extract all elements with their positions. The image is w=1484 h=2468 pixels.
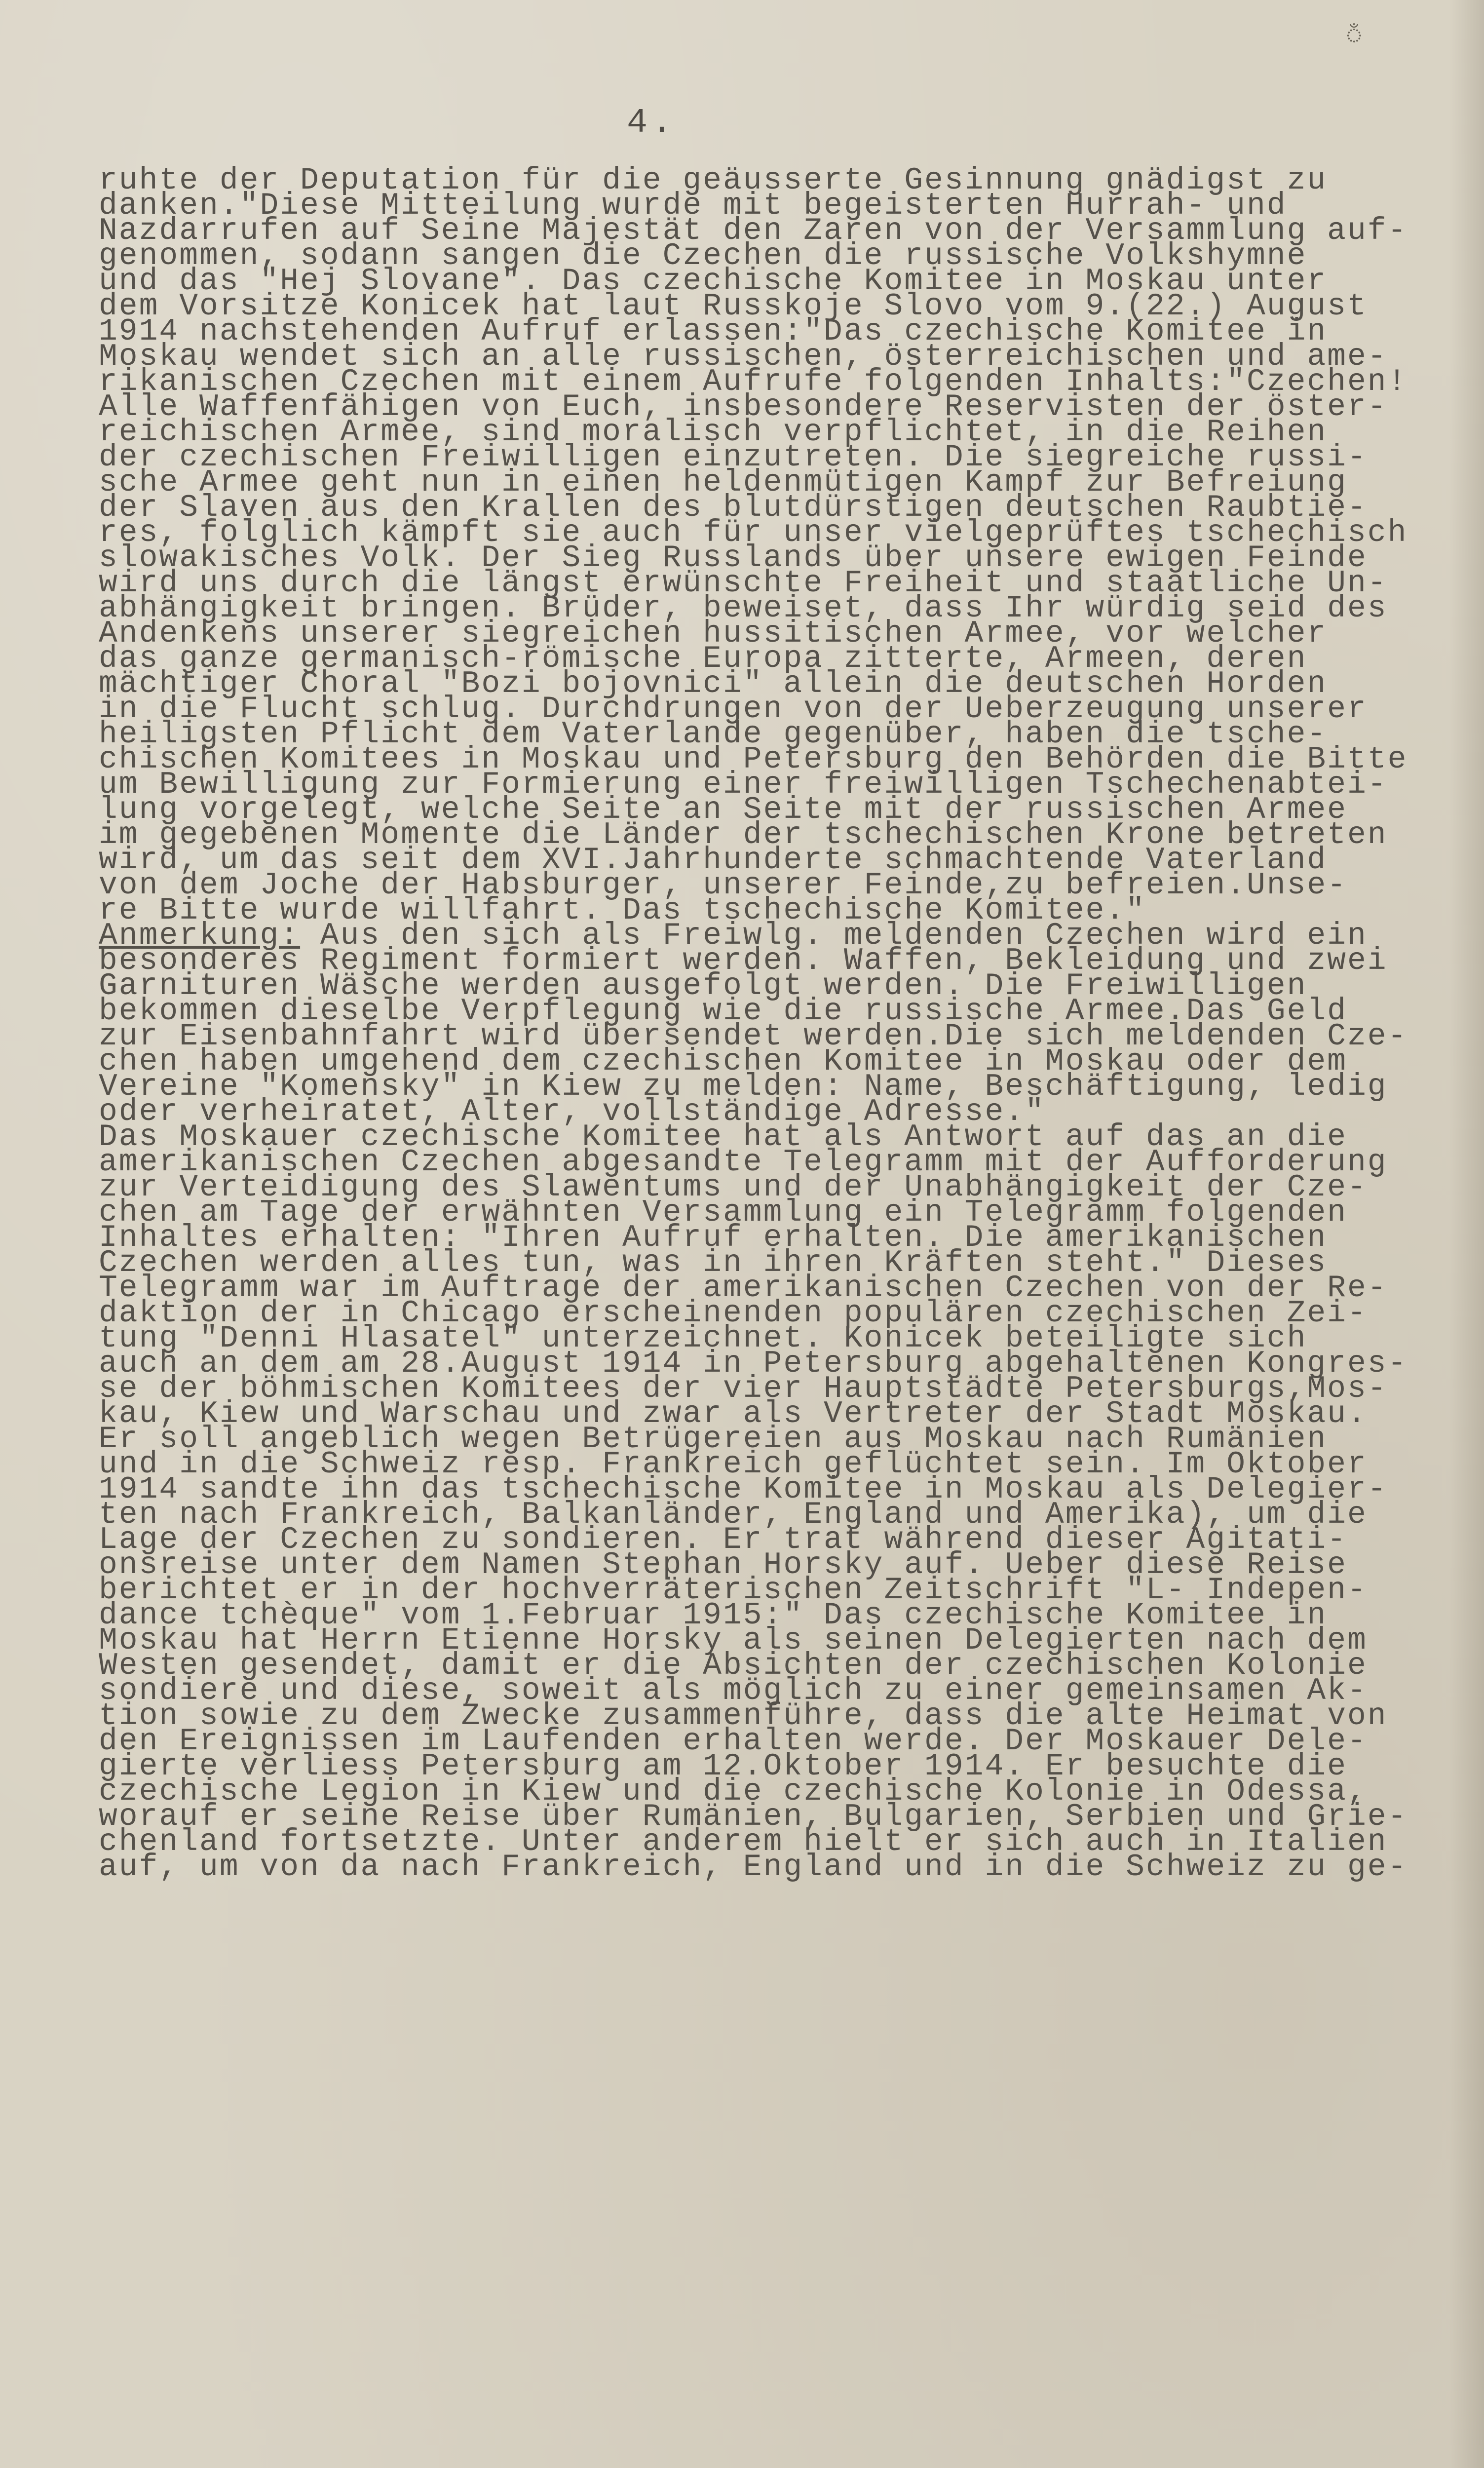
text-line: chenland fortsetzte. Unter anderem hielt er sich auch in Italien — [99, 1824, 1388, 1859]
text-line: reichischen Armee, sind moralisch verpflichtet, in die Reihen — [99, 415, 1328, 450]
text-line: chischen Komitees in Moskau und Petersburg den Behörden die Bitte — [99, 742, 1408, 777]
text-line: gierte verliess Petersburg am 12.Oktober 1914. Er besuchte die — [99, 1749, 1347, 1784]
text-line: auf, um von da nach Frankreich, England und in die Schweiz zu ge- — [99, 1850, 1408, 1885]
text-line: kau, Kiew und Warschau und zwar als Vertreter der Stadt Moskau. — [99, 1396, 1368, 1431]
text-line: Moskau wendet sich an alle russischen, österreichischen und ame- — [99, 339, 1388, 374]
typescript-body — [99, 163, 1408, 1885]
text-line: amerikanischen Czechen abgesandte Telegramm mit der Aufforderung — [99, 1145, 1388, 1180]
page-number: 4. — [627, 104, 677, 143]
text-line: oder verheiratet, Alter, vollständige Adresse." — [99, 1094, 1045, 1129]
text-line: in die Flucht schlug. Durchdrungen von der Ueberzeugung unserer — [99, 692, 1368, 727]
text-line: den Ereignissen im Laufenden erhalten werde. Der Moskauer Dele- — [99, 1724, 1368, 1759]
text-line: 1914 nachstehenden Aufruf erlassen:"Das czechische Komitee in — [99, 314, 1328, 349]
text-line: re Bitte wurde willfahrt. Das tschechische Komitee." — [99, 893, 1146, 928]
text-line: daktion der in Chicago erscheinenden populären czechischen Zei- — [99, 1296, 1368, 1331]
text-line: danken."Diese Mitteilung wurde mit begeisterten Hurrah- und — [99, 188, 1287, 223]
text-line: czechische Legion in Kiew und die czechische Kolonie in Odessa, — [99, 1774, 1368, 1809]
text-line: Vereine "Komensky" in Kiew zu melden: Name, Beschäftigung, ledig — [99, 1069, 1388, 1104]
text-line: mächtiger Choral "Bozi bojovnici" allein die deutschen Horden — [99, 666, 1328, 701]
text-line: Garnituren Wäsche werden ausgefolgt werden. Die Freiwilligen — [99, 968, 1307, 1003]
text-line: wird, um das seit dem XVI.Jahrhunderte schmachtende Vaterland — [99, 843, 1328, 878]
text-line: Nazdarrufen auf Seine Majestät den Zaren von der Versammlung auf- — [99, 213, 1408, 248]
text-line: sche Armee geht nun in einen heldenmütigen Kampf zur Befreiung — [99, 465, 1347, 500]
text-line: zur Eisenbahnfahrt wird übersendet werden.Die sich meldenden Cze- — [99, 1019, 1408, 1054]
text-line: Czechen werden alles tun, was in ihren Kräften steht." Dieses — [99, 1245, 1328, 1280]
text-line: Westen gesendet, damit er die Absichten der czechischen Kolonie — [99, 1648, 1368, 1683]
text-line: zur Verteidigung des Slawentums und der Unabhängigkeit der Cze- — [99, 1170, 1368, 1205]
text-line: Er soll angeblich wegen Betrügereien aus Moskau nach Rumänien — [99, 1422, 1328, 1457]
corner-pencil-mark: ঁ — [1345, 24, 1364, 47]
text-line: heiligsten Pflicht dem Vaterlande gegenüber, haben die tsche- — [99, 717, 1328, 752]
text-line: Moskau hat Herrn Etienne Horsky als seinen Delegierten nach dem — [99, 1623, 1368, 1658]
text-line: Alle Waffenfähigen von Euch, insbesondere Reservisten der öster- — [99, 389, 1388, 424]
text-line: Das Moskauer czechische Komitee hat als Antwort auf das an die — [99, 1119, 1347, 1155]
text-line: chen am Tage der erwähnten Versammlung ein Telegramm folgenden — [99, 1195, 1347, 1230]
annotation-text: Aus den sich als Freiwlg. meldenden Czechen wird ein — [300, 918, 1368, 953]
text-line: wird uns durch die längst erwünschte Freiheit und staatliche Un- — [99, 566, 1388, 601]
text-line: Andenkens unserer siegreichen hussitischen Armee, vor welcher — [99, 616, 1328, 651]
text-line: und in die Schweiz resp. Frankreich geflüchtet sein. Im Oktober — [99, 1447, 1368, 1482]
text-line: von dem Joche der Habsburger, unserer Feinde,zu befreien.Unse- — [99, 868, 1347, 903]
text-line: worauf er seine Reise über Rumänien, Bulgarien, Serbien und Grie- — [99, 1799, 1408, 1834]
text-line: res, folglich kämpft sie auch für unser vielgeprüftes tschechisch — [99, 515, 1408, 550]
text-line: dance tchèque" vom 1.Februar 1915:" Das czechische Komitee in — [99, 1598, 1328, 1633]
text-line: und das "Hej Slovane". Das czechische Komitee in Moskau unter — [99, 264, 1328, 299]
text-line: tung "Denni Hlasatel" unterzeichnet. Konicek beteiligte sich — [99, 1321, 1307, 1356]
text-line: dem Vorsitze Konicek hat laut Russkoje Slovo vom 9.(22.) August — [99, 289, 1368, 324]
text-line: Telegramm war im Auftrage der amerikanischen Czechen von der Re- — [99, 1271, 1388, 1306]
text-line: slowakisches Volk. Der Sieg Russlands über unsere ewigen Feinde — [99, 540, 1368, 576]
text-line: Lage der Czechen zu sondieren. Er trat während dieser Agitati- — [99, 1522, 1347, 1557]
text-line: besonderes Regiment formiert werden. Waffen, Bekleidung und zwei — [99, 943, 1388, 978]
text-line: bekommen dieselbe Verpflegung wie die russische Armee.Das Geld — [99, 994, 1347, 1029]
text-line: genommen, sodann sangen die Czechen die russische Volkshymne — [99, 238, 1307, 273]
annotation-label: Anmerkung: — [99, 918, 301, 953]
text-line: rikanischen Czechen mit einem Aufrufe folgenden Inhalts:"Czechen! — [99, 364, 1408, 399]
text-line: abhängigkeit bringen. Brüder, beweiset, dass Ihr würdig seid des — [99, 591, 1388, 626]
text-line: berichtet er in der hochverräterischen Zeitschrift "L- Indepen- — [99, 1573, 1368, 1608]
text-line: das ganze germanisch-römische Europa zitterte, Armeen, deren — [99, 641, 1307, 676]
text-line: der czechischen Freiwilligen einzutreten. Die siegreiche russi- — [99, 440, 1368, 475]
text-line: onsreise unter dem Namen Stephan Horsky auf. Ueber diese Reise — [99, 1547, 1347, 1582]
text-line: auch an dem am 28.August 1914 in Petersburg abgehaltenen Kongres- — [99, 1346, 1408, 1381]
text-line: der Slaven aus den Krallen des blutdürstigen deutschen Raubtie- — [99, 490, 1368, 525]
text-line: chen haben umgehend dem czechischen Komitee in Moskau oder dem — [99, 1044, 1347, 1079]
text-line: 1914 sandte ihn das tschechische Komitee in Moskau als Delegier- — [99, 1472, 1388, 1507]
text-line: um Bewilligung zur Formierung einer freiwilligen Tschechenabtei- — [99, 767, 1388, 802]
text-line: ruhte der Deputation für die geäusserte Gesinnung gnädigst zu — [99, 163, 1328, 198]
text-line: im gegebenen Momente die Länder der tschechischen Krone betreten — [99, 817, 1388, 852]
text-line: ten nach Frankreich, Balkanländer, England und Amerika), um die — [99, 1497, 1368, 1532]
text-line: sondiere und diese, soweit als möglich zu einer gemeinsamen Ak- — [99, 1673, 1368, 1708]
page-edge-shadow — [1449, 0, 1484, 2468]
text-line: Inhaltes erhalten: "Ihren Aufruf erhalten. Die amerikanischen — [99, 1220, 1328, 1255]
text-line: se der böhmischen Komitees der vier Hauptstädte Petersburgs,Mos- — [99, 1371, 1388, 1406]
text-line: lung vorgelegt, welche Seite an Seite mit der russischen Armee — [99, 792, 1347, 827]
text-line: tion sowie zu dem Zwecke zusammenführe, dass die alte Heimat von — [99, 1698, 1388, 1734]
